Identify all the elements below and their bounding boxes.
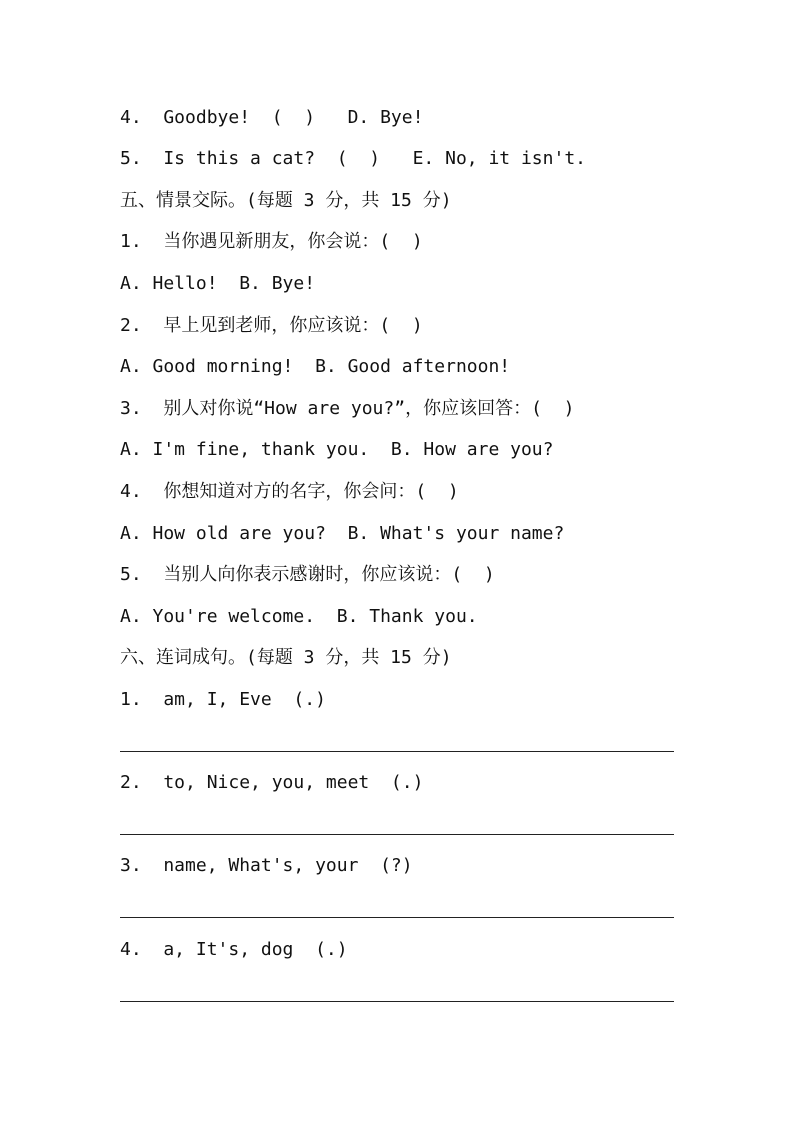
answer-line-4[interactable] xyxy=(120,1001,674,1002)
part4-item-5: 5. Is this a cat? ( ) E. No, it isn't. xyxy=(120,148,586,169)
part5-options-1: A. Hello! B. Bye! xyxy=(120,273,316,294)
part5-question-4: 4. 你想知道对方的名字，你会问：( ) xyxy=(120,481,459,502)
part5-options-4: A. How old are you? B. What's your name? xyxy=(120,523,565,544)
part6-item-4: 4. a, It's, dog (.) xyxy=(120,939,348,960)
part6-item-1: 1. am, I, Eve (.) xyxy=(120,689,326,710)
part5-heading: 五、情景交际。(每题 3 分，共 15 分) xyxy=(120,190,452,211)
part5-options-2: A. Good morning! B. Good afternoon! xyxy=(120,356,511,377)
answer-line-3[interactable] xyxy=(120,917,674,918)
part5-question-2: 2. 早上见到老师，你应该说：( ) xyxy=(120,315,423,336)
part5-options-5: A. You're welcome. B. Thank you. xyxy=(120,606,478,627)
answer-line-2[interactable] xyxy=(120,834,674,835)
part6-item-3: 3. name, What's, your (?) xyxy=(120,855,413,876)
part6-item-2: 2. to, Nice, you, meet (.) xyxy=(120,772,424,793)
part4-item-4: 4. Goodbye! ( ) D. Bye! xyxy=(120,107,424,128)
part5-question-1: 1. 当你遇见新朋友，你会说：( ) xyxy=(120,231,423,252)
part5-question-3: 3. 别人对你说“How are you?”，你应该回答：( ) xyxy=(120,398,575,419)
answer-line-1[interactable] xyxy=(120,751,674,752)
part6-heading: 六、连词成句。(每题 3 分，共 15 分) xyxy=(120,647,452,668)
part5-question-5: 5. 当别人向你表示感谢时，你应该说：( ) xyxy=(120,564,495,585)
part5-options-3: A. I'm fine, thank you. B. How are you? xyxy=(120,439,554,460)
